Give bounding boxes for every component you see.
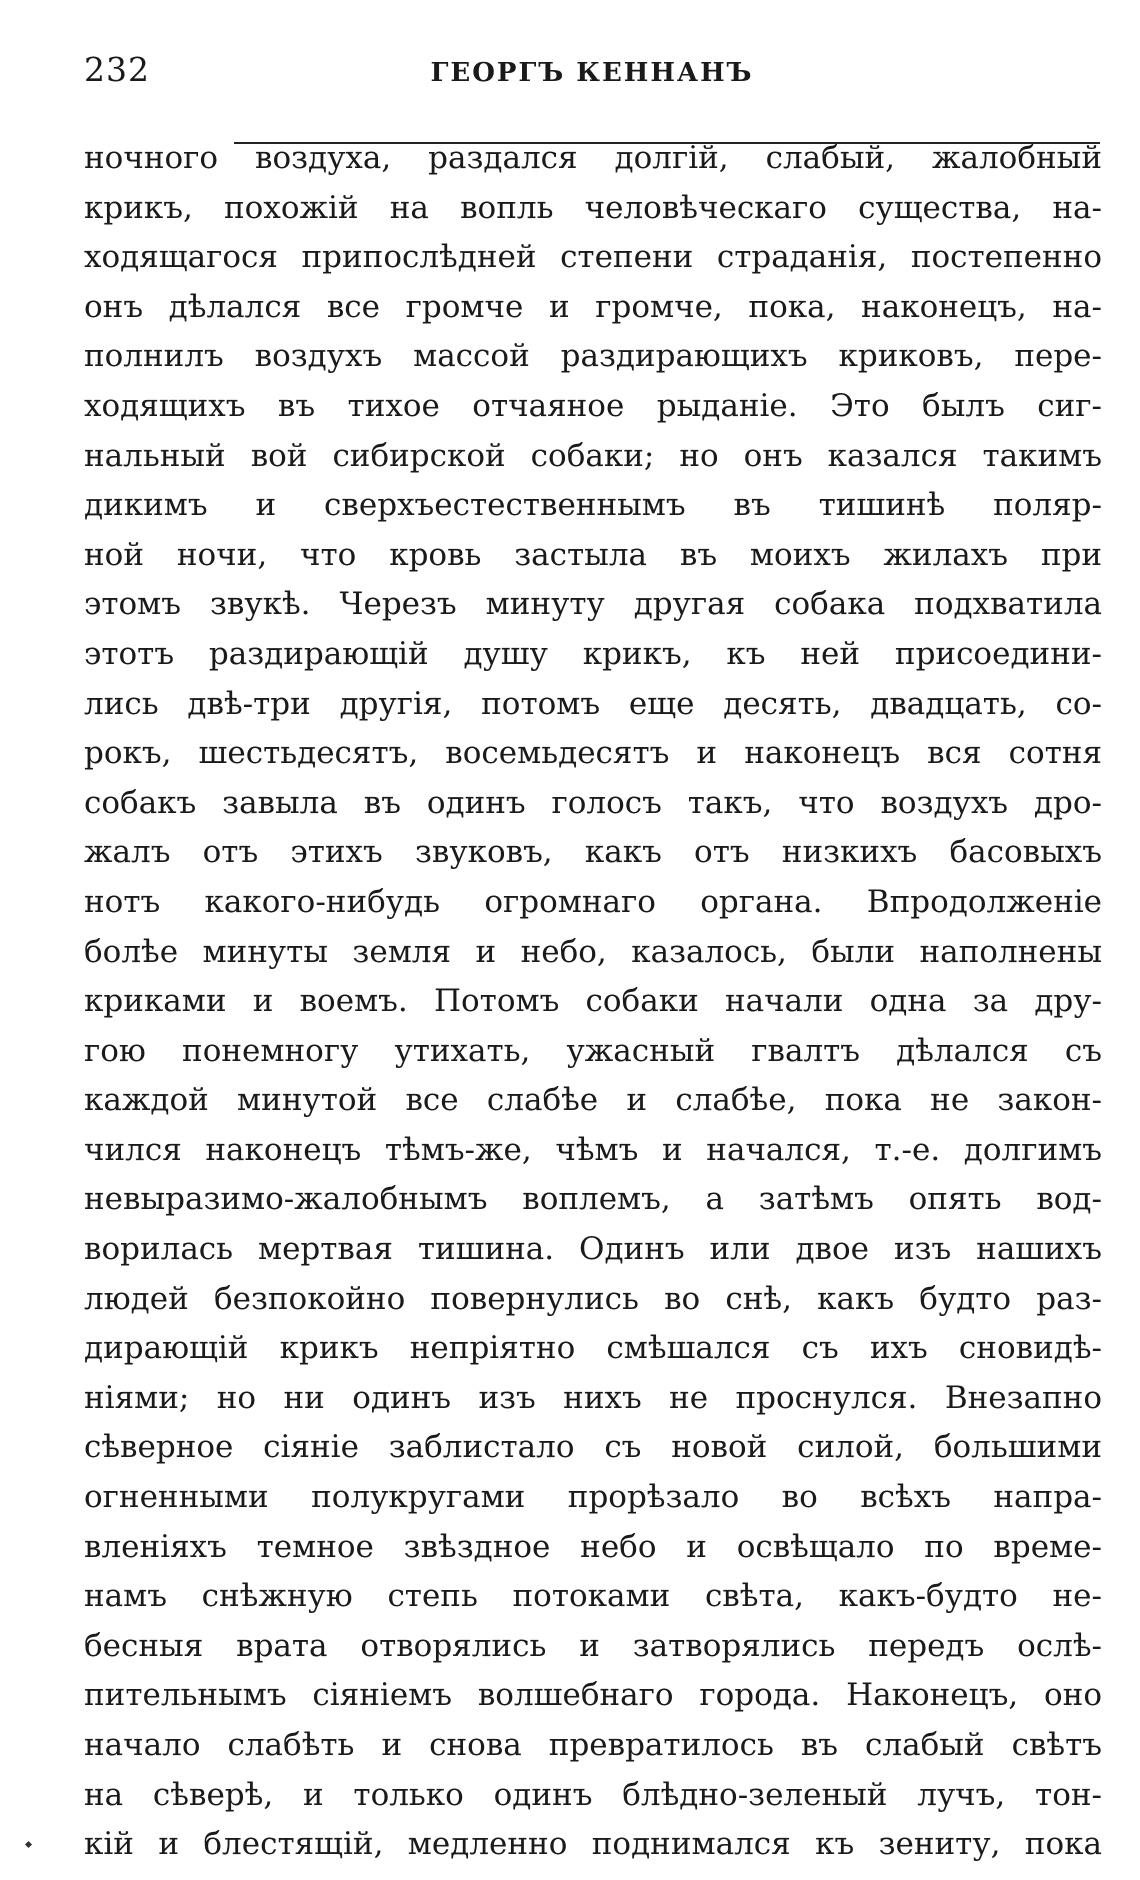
text-line: ніями; но ни одинъ изъ нихъ не проснулся. Внезапно xyxy=(84,1379,1102,1416)
text-line: крикъ, похожій на вопль человѣческаго существа, на- xyxy=(84,189,1102,226)
text-line: ходящихъ въ тихое отчаяное рыданіе. Это былъ сиг- xyxy=(84,387,1102,424)
page-number: 232 xyxy=(84,50,150,89)
text-line: сѣверное сіяніе заблистало съ новой силой, большими xyxy=(84,1429,1102,1466)
text-line: нотъ какого-нибудь огромнаго органа. Впродолженіе xyxy=(84,883,1102,920)
running-head xyxy=(84,50,1100,100)
text-line: ной ночи, что кровь застыла въ моихъ жилахъ при xyxy=(84,536,1102,573)
text-line: криками и воемъ. Потомъ собаки начали одна за дру- xyxy=(84,983,1102,1020)
running-title: ГЕОРГЪ КЕННАНЪ xyxy=(430,58,754,88)
text-line: пительнымъ сіяніемъ волшебнаго города. Наконецъ, оно xyxy=(84,1677,1102,1714)
text-line: людей безпокойно повернулись во снѣ, какъ будто раз- xyxy=(84,1280,1102,1317)
text-line: каждой минутой все слабѣе и слабѣе, пока не закон- xyxy=(84,1082,1102,1119)
text-line: жалъ отъ этихъ звуковъ, какъ отъ низкихъ басовыхъ xyxy=(84,834,1102,871)
text-line: ночного воздуха, раздался долгій, слабый, жалобный xyxy=(84,140,1102,176)
text-line: лись двѣ-три другія, потомъ еще десять, двадцать, со- xyxy=(84,685,1102,722)
text-line: онъ дѣлался все громче и громче, пока, наконецъ, на- xyxy=(84,288,1102,325)
text-line: полнилъ воздухъ массой раздирающихъ криковъ, пере- xyxy=(84,338,1102,375)
text-line: дикимъ и сверхъестественнымъ въ тишинѣ поляр- xyxy=(84,487,1102,524)
text-line: этотъ раздирающій душу крикъ, къ ней присоедини- xyxy=(84,635,1102,672)
text-line: вленіяхъ темное звѣздное небо и освѣщало по време- xyxy=(84,1528,1102,1565)
text-line: невыразимо-жалобнымъ воплемъ, а затѣмъ опять вод- xyxy=(84,1181,1102,1218)
print-speck xyxy=(25,1841,32,1848)
text-line: рокъ, шестьдесятъ, восемьдесятъ и наконецъ вся сотня xyxy=(84,735,1102,772)
text-line: бесныя врата отворялись и затворялись передъ ослѣ- xyxy=(84,1627,1102,1664)
text-line: собакъ завыла въ одинъ голосъ такъ, что воздухъ дро- xyxy=(84,784,1102,821)
text-line: чился наконецъ тѣмъ-же, чѣмъ и начался, т.-е. долгимъ xyxy=(84,1131,1102,1168)
text-line: ворилась мертвая тишина. Одинъ или двое изъ нашихъ xyxy=(84,1231,1102,1268)
text-line: намъ снѣжную степь потоками свѣта, какъ-будто не- xyxy=(84,1578,1102,1615)
body-text xyxy=(84,134,1102,1870)
text-line: огненными полукругами прорѣзало во всѣхъ напра- xyxy=(84,1479,1102,1516)
text-line: начало слабѣть и снова превратилось въ слабый свѣтъ xyxy=(84,1727,1102,1763)
text-line: на сѣверѣ, и только одинъ блѣдно-зеленый лучъ, тон- xyxy=(84,1776,1102,1813)
text-line: этомъ звукѣ. Черезъ минуту другая собака подхватила xyxy=(84,586,1102,623)
text-line: нальный вой сибирской собаки; но онъ казался такимъ xyxy=(84,437,1102,474)
text-line: ходящагося припослѣдней степени страданія, постепенно xyxy=(84,239,1102,276)
text-line: гою понемногу утихать, ужасный гвалтъ дѣлался съ xyxy=(84,1032,1102,1069)
text-line: болѣе минуты земля и небо, казалось, были наполнены xyxy=(84,933,1102,970)
text-line: дирающій крикъ непріятно смѣшался съ ихъ сновидѣ- xyxy=(84,1330,1102,1367)
text-line: кій и блестящій, медленно поднимался къ зениту, пока xyxy=(84,1826,1102,1863)
